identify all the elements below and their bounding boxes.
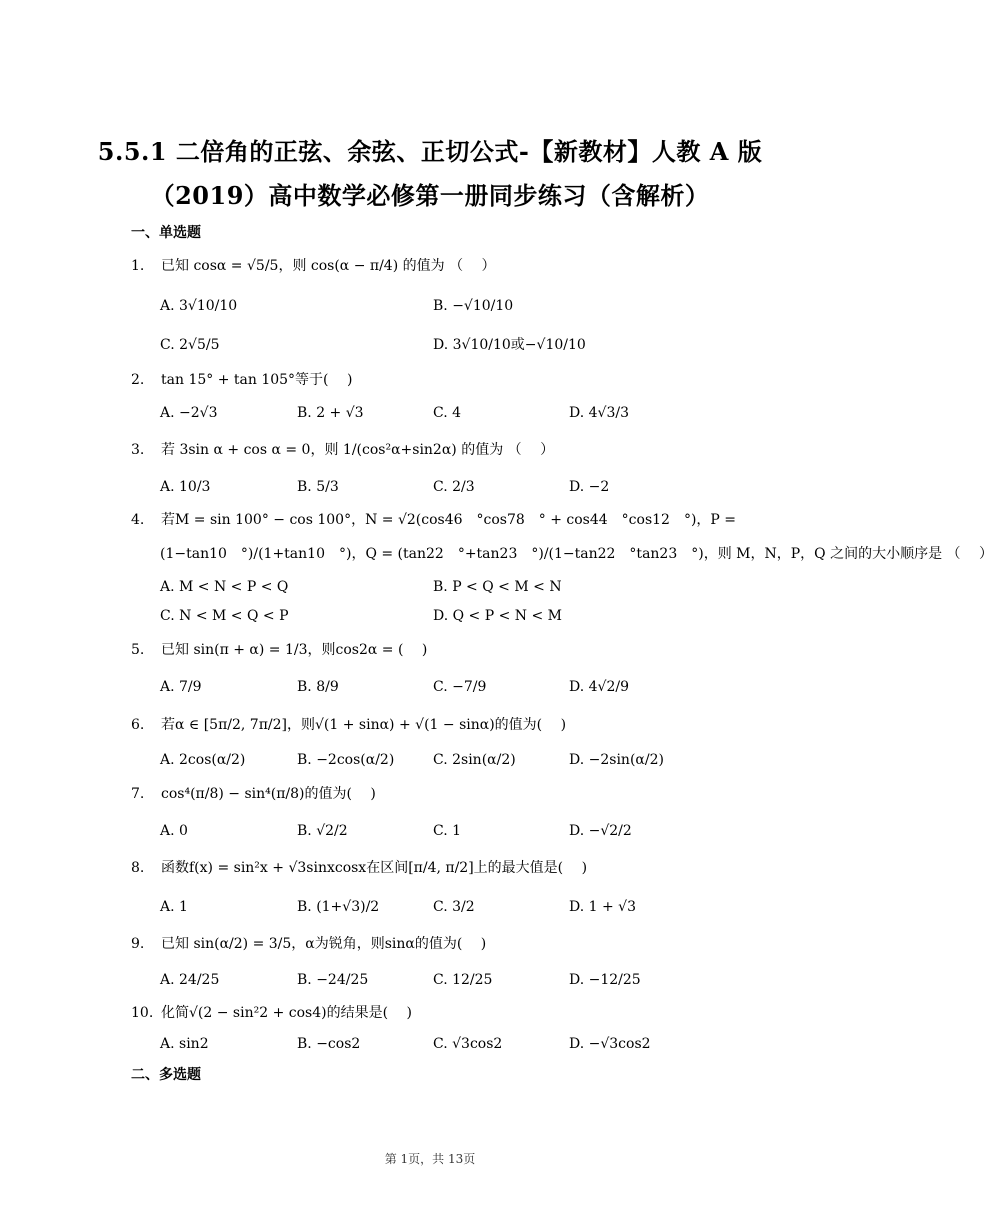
question-number: 9.: [131, 936, 145, 952]
question-number: 2.: [131, 372, 145, 388]
question-text: 已知 sin(α/2) = 3/5，α为锐角，则sinα的值为( ): [161, 936, 487, 952]
question-1: [131, 256, 496, 276]
question-5: [131, 640, 427, 660]
question-number: 6.: [131, 717, 145, 733]
option-c: C. 4: [433, 405, 462, 421]
option-b: B. −√10/10: [433, 298, 514, 314]
question-4: [131, 510, 736, 530]
question-text: 若 3sin α + cos α = 0，则 1/(cos²α+sin2α) 的值为 （ ）: [161, 442, 555, 458]
question-6: [131, 715, 566, 735]
option-b: B. −24/25: [297, 972, 369, 988]
option-a: A. 3√10/10: [160, 298, 238, 314]
option-a: A. 10/3: [160, 479, 211, 495]
option-b: B. −2cos(α/2): [297, 752, 395, 768]
option-a: A. M < N < P < Q: [160, 579, 289, 595]
option-d: D. 4√3/3: [569, 405, 629, 421]
question-text: 函数f(x) = sin²x + √3sinxcosx在区间[π/4, π/2]上的最大值是( ): [161, 860, 588, 876]
question-number: 1.: [131, 258, 145, 274]
option-c: C. 12/25: [433, 972, 493, 988]
question-number: 3.: [131, 442, 145, 458]
question-text: 化简√(2 − sin²2 + cos4)的结果是( ): [161, 1005, 412, 1021]
page-footer: 第 1页，共 13页: [384, 1152, 476, 1166]
option-a: A. 2cos(α/2): [160, 752, 246, 768]
option-d: D. −√2/2: [569, 823, 632, 839]
option-a: A. 1: [160, 899, 188, 915]
question-text: 已知 sin(π + α) = 1/3，则cos2α = ( ): [161, 642, 428, 658]
question-2: [131, 370, 352, 390]
option-b: B. 8/9: [297, 679, 339, 695]
option-a: A. 24/25: [160, 972, 220, 988]
question-9: [131, 934, 486, 954]
question-number: 4.: [131, 512, 145, 528]
question-number: 10.: [131, 1005, 154, 1021]
option-d: D. −2sin(α/2): [569, 752, 664, 768]
option-d: D. Q < P < N < M: [433, 608, 563, 624]
option-b: B. √2/2: [297, 823, 348, 839]
option-d: D. −√3cos2: [569, 1036, 651, 1052]
option-a: A. sin2: [160, 1036, 209, 1052]
option-b: B. −cos2: [297, 1036, 361, 1052]
question-8: [131, 858, 587, 878]
option-d: D. −2: [569, 479, 610, 495]
option-c: C. N < M < Q < P: [160, 608, 289, 624]
option-c: C. 2/3: [433, 479, 475, 495]
question-text: tan 15° + tan 105°等于( ): [161, 372, 353, 388]
option-a: A. 0: [160, 823, 188, 839]
option-c: C. 1: [433, 823, 462, 839]
option-d: D. 3√10/10或−√10/10: [433, 337, 586, 353]
question-text: cos⁴(π/8) − sin⁴(π/8)的值为( ): [161, 786, 376, 802]
option-d: D. −12/25: [569, 972, 641, 988]
question-7: [131, 784, 376, 804]
option-d: D. 1 + √3: [569, 899, 636, 915]
option-b: B. P < Q < M < N: [433, 579, 562, 595]
option-c: C. √3cos2: [433, 1036, 503, 1052]
option-c: C. 2sin(α/2): [433, 752, 516, 768]
question-number: 7.: [131, 786, 145, 802]
option-a: A. −2√3: [160, 405, 218, 421]
option-b: B. 5/3: [297, 479, 339, 495]
question-10: [131, 1003, 412, 1023]
option-c: C. 3/2: [433, 899, 475, 915]
question-3: [131, 440, 554, 460]
option-b: B. 2 + √3: [297, 405, 364, 421]
question-number: 8.: [131, 860, 145, 876]
section-heading-multiple-choice: 二、多选题: [131, 1067, 201, 1083]
option-c: C. −7/9: [433, 679, 487, 695]
document-title-line-2: （2019）高中数学必修第一册同步练习（含解析）: [150, 181, 710, 210]
question-number: 5.: [131, 642, 145, 658]
option-c: C. 2√5/5: [160, 337, 220, 353]
option-a: A. 7/9: [160, 679, 202, 695]
question-4-continued: (1−tan10 °)/(1+tan10 °)，Q = (tan22 °+tan23 °)/(1−tan22 °tan23 °)，则 M，N，P，Q 之间的大小顺序是 （ ）: [160, 546, 993, 562]
option-d: D. 4√2/9: [569, 679, 629, 695]
question-text: 已知 cosα = √5/5，则 cos(α − π/4) 的值为 （ ）: [161, 258, 496, 274]
question-text: 若M = sin 100° − cos 100°，N = √2(cos46 °cos78 ° + cos44 °cos12 °)，P =: [161, 512, 737, 528]
document-title-line-1: 5.5.1 二倍角的正弦、余弦、正切公式-【新教材】人教 A 版: [97, 137, 763, 166]
question-text: 若α ∈ [5π/2, 7π/2]，则√(1 + sinα) + √(1 − sinα)的值为( ): [161, 717, 567, 733]
section-heading-single-choice: 一、单选题: [131, 225, 201, 241]
option-b: B. (1+√3)/2: [297, 899, 380, 915]
